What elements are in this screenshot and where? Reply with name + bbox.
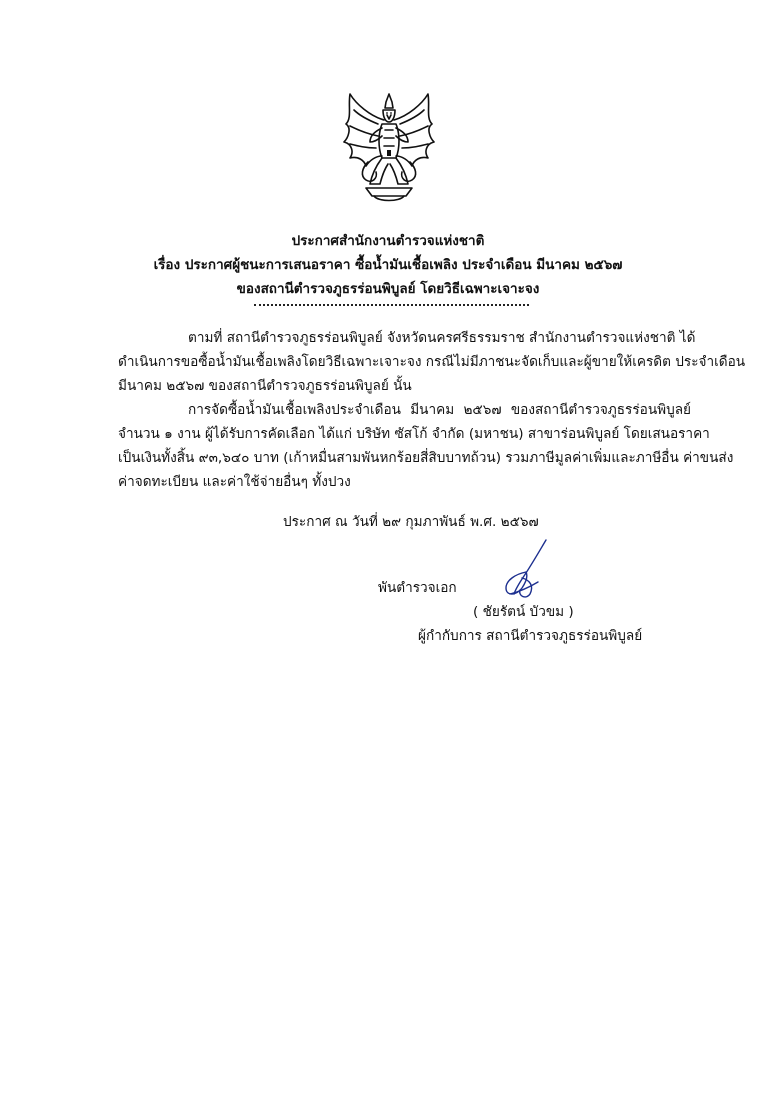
announcement-date: ประกาศ ณ วันที่ ๒๙ กุมภาพันธ์ พ.ศ. ๒๕๖๗: [283, 514, 539, 530]
paragraph2-line2: จำนวน ๑ งาน ผู้ได้รับการคัดเลือก ได้แก่ บริษัท ซัสโก้ จำกัด (มหาชน) สาขาร่อนพิบูลย์ โดยเสนอราคา: [118, 426, 710, 442]
handwritten-signature: [496, 538, 554, 604]
subject-heading-continued: ของสถานีตำรวจภูธรร่อนพิบูลย์ โดยวิธีเฉพาะเจาะจง: [236, 281, 540, 297]
paragraph2-line1: การจัดซื้อน้ำมันเชื้อเพลิงประจำเดือน มีนาคม ๒๕๖๗ ของสถานีตำรวจภูธรร่อนพิบูลย์: [188, 402, 691, 418]
signer-position: ผู้กำกับการ สถานีตำรวจภูธรร่อนพิบูลย์: [418, 628, 643, 644]
garuda-emblem: [340, 92, 438, 204]
paragraph2-line3: เป็นเงินทั้งสิ้น ๙๓,๖๔๐ บาท (เก้าหมื่นสามพันหกร้อยสี่สิบบาทถ้วน) รวมภาษีมูลค่าเพิ่มและภาษีอื่น ค่าขนส่ง: [118, 450, 734, 466]
signer-name: ( ชัยรัตน์ บัวขม ): [473, 604, 574, 620]
paragraph1-line2: ดำเนินการขอซื้อน้ำมันเชื้อเพลิงโดยวิธีเฉพาะเจาะจง กรณีไม่มีภาชนะจัดเก็บและผู้ขายให้เครดิต ประจำเดือน: [118, 354, 746, 370]
signer-rank: พันตำรวจเอก: [378, 580, 457, 596]
paragraph2-line4: ค่าจดทะเบียน และค่าใช้จ่ายอื่นๆ ทั้งปวง: [118, 474, 351, 490]
subject-heading: เรื่อง ประกาศผู้ชนะการเสนอราคา ซื้อน้ำมันเชื้อเพลิง ประจำเดือน มีนาคม ๒๕๖๗: [153, 257, 623, 273]
announcement-heading: ประกาศสำนักงานตำรวจแห่งชาติ: [291, 233, 485, 249]
paragraph1-line1: ตามที่ สถานีตำรวจภูธรร่อนพิบูลย์ จังหวัดนครศรีธรรมราช สำนักงานตำรวจแห่งชาติ ได้: [188, 330, 696, 346]
dotted-divider: [254, 304, 529, 306]
paragraph1-line3: มีนาคม ๒๕๖๗ ของสถานีตำรวจภูธรร่อนพิบูลย์ นั้น: [118, 378, 412, 394]
